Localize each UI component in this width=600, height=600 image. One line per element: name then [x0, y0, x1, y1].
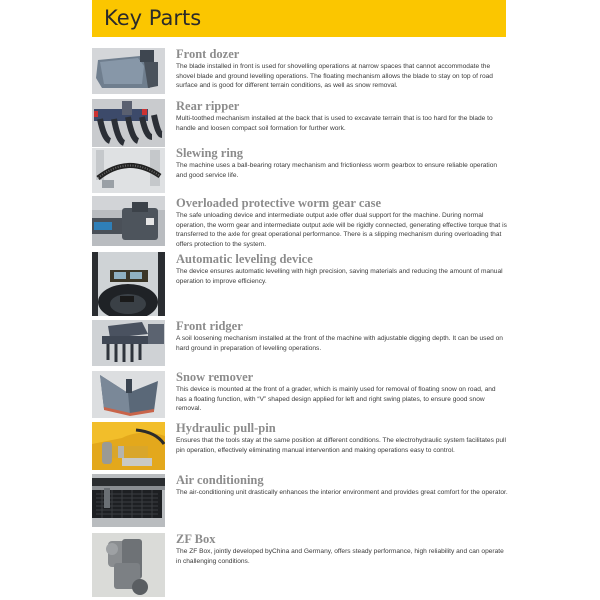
rear-ripper-image: [92, 99, 165, 147]
part-title: Rear ripper: [176, 99, 240, 113]
front-dozer-image: [92, 48, 165, 94]
snow-remover-image: [92, 371, 165, 418]
part-title: Slewing ring: [176, 146, 244, 160]
part-description: This device is mounted at the front of a grader, which is mainly used for removal of floating snow on road, and has a floating function, with “V” shaped design applied for left and right swing plates, to ensure good snow removal.: [176, 386, 496, 412]
part-title: Automatic leveling device: [176, 252, 313, 266]
air-conditioning-image: [92, 474, 165, 527]
part-description: Multi-toothed mechanism installed at the back that is used to excavate terrain that is too hard for the blade to handle and loosen compact soil formation for further work.: [176, 115, 493, 132]
part-description: The ZF Box, jointly developed byChina and Germany, offers steady performance, high reliability and can operate in challenging conditions.: [176, 548, 504, 565]
part-title: Snow remover: [176, 370, 254, 384]
part-description: The machine uses a ball-bearing rotary mechanism and frictionless worm gearbox to ensure reliable operation and good service life.: [176, 162, 498, 179]
part-title: Front ridger: [176, 319, 243, 333]
part-description: Ensures that the tools stay at the same position at different conditions. The electrohydraulic system facilitates pull pin operation, effectively eliminating manual intervention and making operations easy to control.: [176, 437, 506, 454]
part-description: The safe unloading device and intermediate output axle offer dual support for the machine. During normal operation, the worm gear and intermediate output axle will be rigidly connected, generating effective torque that is transferred to the axle for great operational performance. There is a slipping mechanism during overloading that offers protection to the system.: [176, 212, 507, 248]
front-ridger-image: [92, 320, 165, 366]
hydraulic-pull-pin-image: [92, 422, 165, 470]
part-description: A soil loosening mechanism installed at the front of the machine with adjustable digging depth. It can be used on hard ground in preparation of levelling operations.: [176, 335, 503, 352]
page-title: Key Parts: [104, 6, 202, 30]
part-description: The blade installed in front is used for shovelling operations at narrow spaces that cannot accommodate the shovel blade and ground levelling operations. The floating mechanism allows the blade to stay on top of road surface and is good for different terrain conditions, as well as snow removal.: [176, 63, 493, 89]
part-description: The device ensures automatic levelling with high precision, saving materials and reducing the amount of manual operation to improve efficiency.: [176, 268, 503, 285]
part-description: The air-conditioning unit drastically enhances the interior environment and provides great comfort for the operator.: [176, 489, 508, 496]
worm-gear-case-image: [92, 196, 165, 246]
part-title: ZF Box: [176, 532, 216, 546]
leveling-device-image: [92, 252, 165, 316]
part-title: Overloaded protective worm gear case: [176, 196, 382, 210]
part-title: Front dozer: [176, 47, 240, 61]
part-title: Air conditioning: [176, 473, 264, 487]
slewing-ring-image: [92, 148, 165, 193]
key-parts-header: [92, 0, 506, 37]
zf-box-image: [92, 533, 165, 597]
part-title: Hydraulic pull-pin: [176, 421, 276, 435]
